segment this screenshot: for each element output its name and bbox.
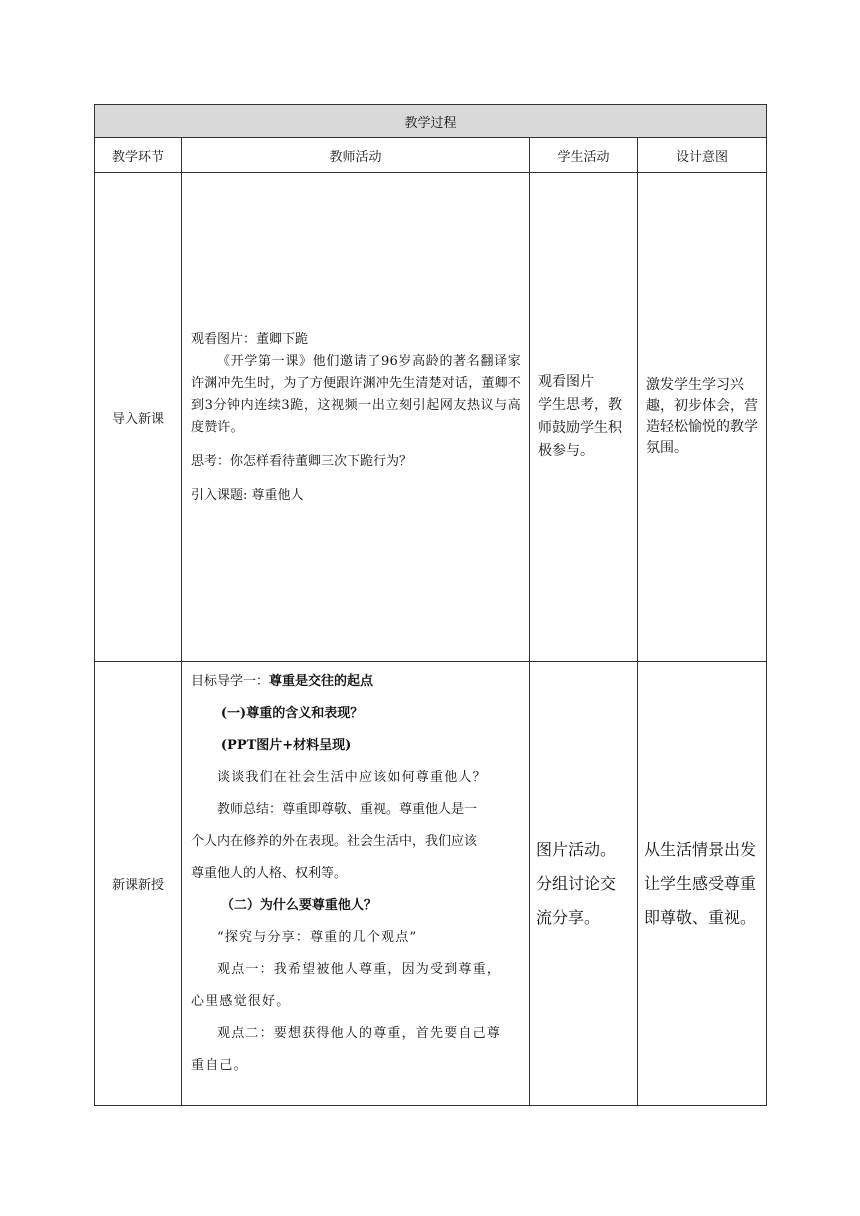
- header-phase: 教学环节: [95, 138, 182, 173]
- view2-line1: 观点二：要想获得他人的尊重，首先要自己尊: [217, 1026, 502, 1041]
- intro-teacher-line1: 观看图片：董卿下跪: [191, 332, 309, 347]
- intro-student-activity: [530, 173, 638, 662]
- view2-line2: 重自己。: [191, 1058, 248, 1073]
- intro-student-line1: 观看图片: [538, 374, 594, 390]
- summary-line3: 尊重他人的人格、权利等。: [191, 866, 348, 881]
- goal-prefix: 目标导学一：: [191, 674, 270, 689]
- intro-design-intent: 激发学生学习兴趣，初步体会，营造轻松愉悦的教学氛围。: [638, 173, 767, 662]
- intro-teacher-activity: [182, 173, 530, 662]
- goal-title: 尊重是交往的起点: [269, 674, 374, 689]
- explore-share: “探究与分享：尊重的几个观点”: [217, 930, 418, 945]
- table-row-intro: [95, 173, 767, 662]
- table-header-row: [95, 138, 767, 173]
- new-lesson-student-activity: 图片活动。分组讨论交流分享。: [530, 662, 638, 1106]
- table-title-row: [95, 105, 767, 138]
- table-title: 教学过程: [95, 105, 767, 138]
- new-lesson-phase: 新课新授: [95, 662, 182, 1106]
- intro-teacher-para: 《开学第一课》他们邀请了96岁高龄的著名翻译家许渊冲先生时，为了方便跟许渊冲先生清楚对话，董卿不到3分钟内连续3跪，这视频一出立刻引起网友热议与高度赞许。: [191, 354, 522, 435]
- summary-line1: 教师总结：尊重即尊敬、重视。尊重他人是一: [217, 802, 478, 817]
- header-student: 学生活动: [530, 138, 638, 173]
- new-lesson-design-intent: 从生活情景出发让学生感受尊重即尊敬、重视。: [638, 662, 767, 1106]
- intro-phase: 导入新课: [95, 173, 182, 662]
- summary-line2: 个人内在修养的外在表现。社会生活中，我们应该: [191, 834, 478, 849]
- section1-text: (一)尊重的含义和表现？: [220, 706, 364, 721]
- question-1: 谈谈我们在社会生活中应该如何尊重他人？: [217, 770, 487, 785]
- section2-title: [191, 890, 521, 922]
- new-lesson-teacher-activity: [182, 662, 530, 1106]
- header-design: 设计意图: [638, 138, 767, 173]
- view1-line2: 心里感觉很好。: [191, 994, 291, 1009]
- section2-text: （二）为什么要尊重他人？: [220, 898, 377, 913]
- ppt-note-text: (PPT图片+材料呈现): [220, 738, 352, 753]
- goal-line: [191, 666, 521, 698]
- intro-student-line2: 学生思考，教师鼓励学生积极参与。: [538, 397, 622, 459]
- table-row-new-lesson: [95, 662, 767, 1106]
- ppt-note: [191, 730, 521, 762]
- view1-line1: 观点一：我希望被他人尊重，因为受到尊重，: [217, 962, 502, 977]
- section1-title: [191, 698, 521, 730]
- header-teacher: 教师活动: [182, 138, 530, 173]
- intro-teacher-think: 思考：你怎样看待董卿三次下跪行为？: [191, 454, 413, 469]
- teaching-process-table: [94, 104, 767, 1106]
- intro-teacher-topic: 引入课题: 尊重他人: [191, 488, 304, 503]
